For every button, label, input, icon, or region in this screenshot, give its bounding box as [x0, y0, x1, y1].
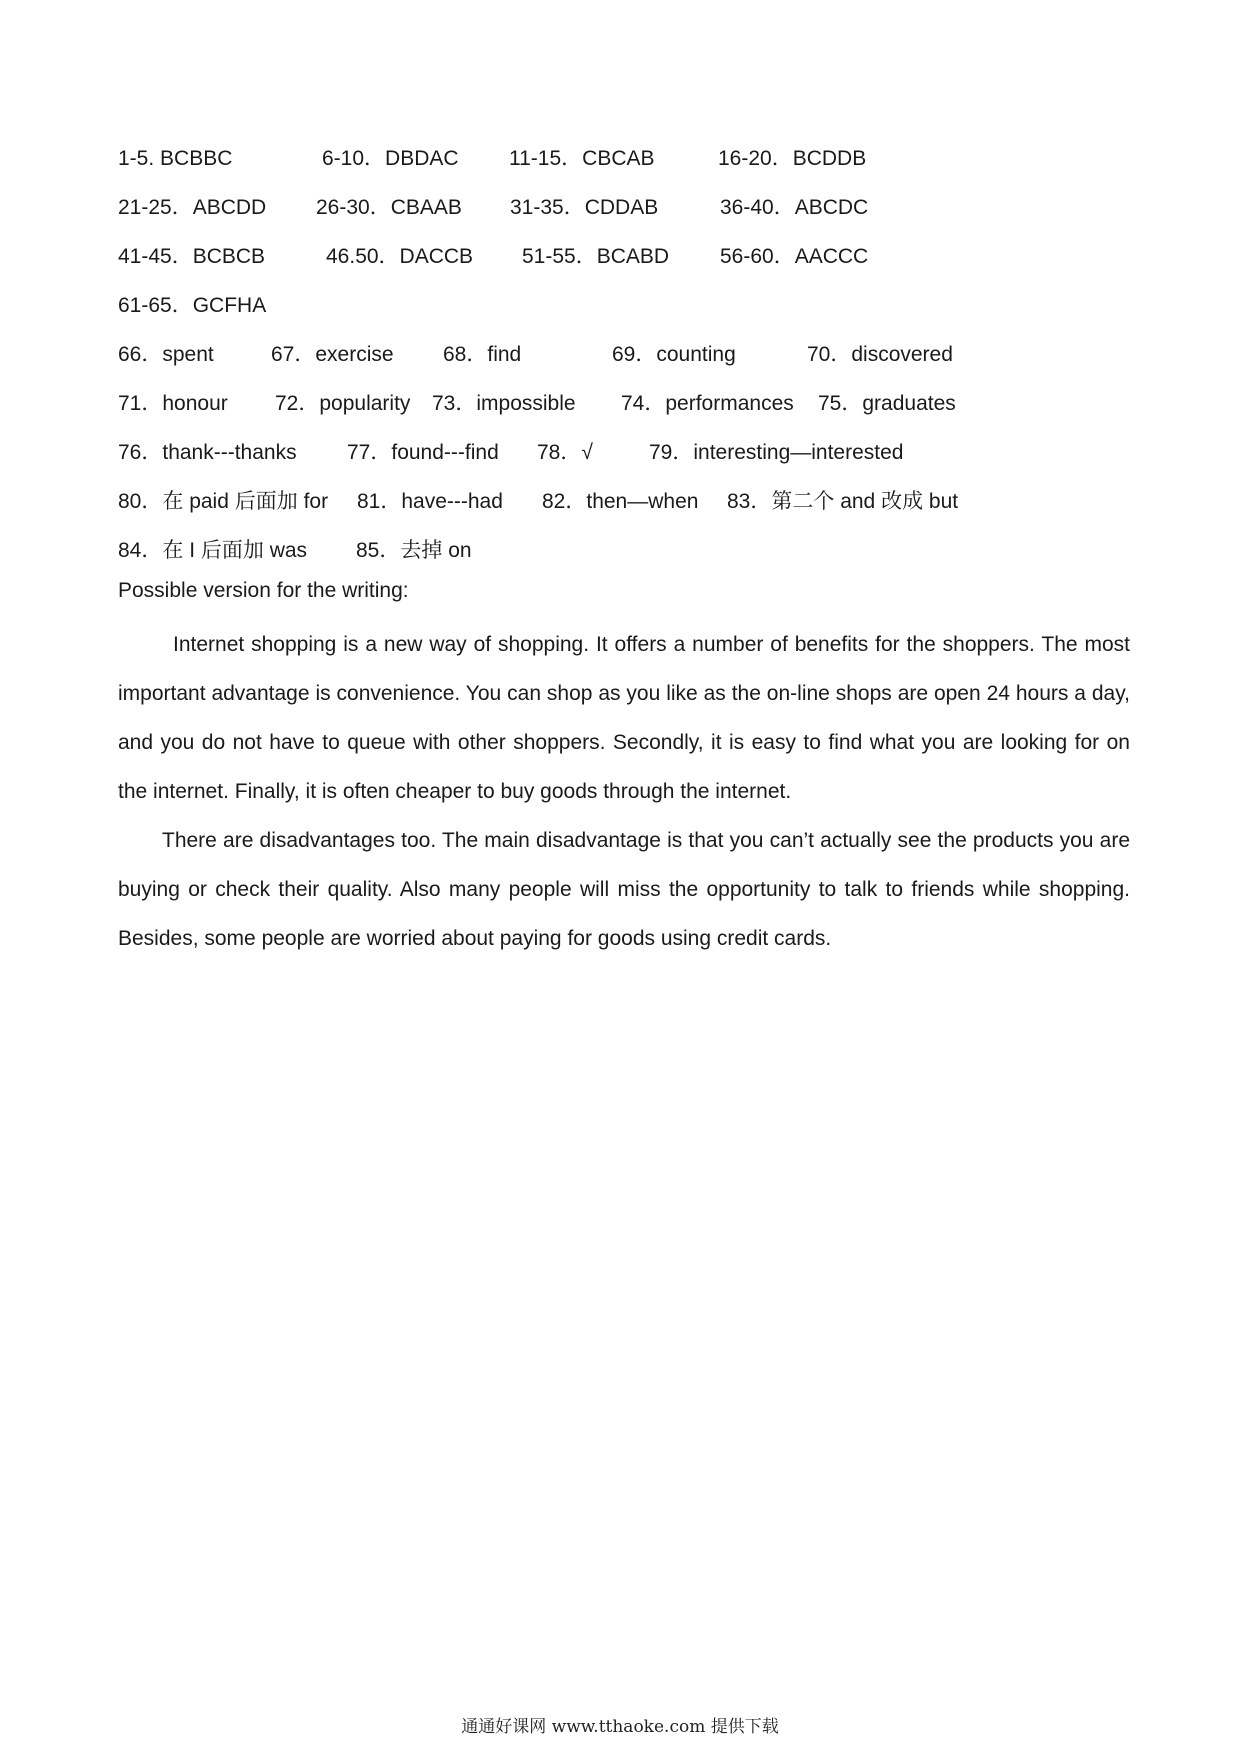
answer-item: 51-55．BCABD [522, 245, 670, 268]
writing-label: Possible version for the writing: [118, 579, 409, 602]
answer-row [118, 428, 1128, 477]
answer-row [118, 379, 1128, 428]
answer-item: 75．graduates [818, 392, 956, 415]
answer-row [118, 232, 1128, 281]
answer-item: 36-40．ABCDC [720, 196, 869, 219]
answer-item: 80．在 paid 后面加 for [118, 490, 329, 513]
answer-item: 67．exercise [271, 343, 394, 366]
answer-item: 68．find [443, 343, 522, 366]
essay-paragraph: There are disadvantages too. The main disadvantage is that you can’t actually see the products you are buying or check their quality. Also many people will miss the opportunity to talk to friends while shopping. Besides, some people are worried about paying for goods using credit cards. [118, 829, 1130, 950]
answer-item: 82．then—when [542, 490, 699, 513]
answer-item: 61-65．GCFHA [118, 294, 267, 317]
answer-item: 72．popularity [275, 392, 411, 415]
answer-item: 41-45．BCBCB [118, 245, 266, 268]
answer-item: 81．have---had [357, 490, 503, 513]
answer-item: 46.50．DACCB [326, 245, 474, 268]
answer-item: 69．counting [612, 343, 736, 366]
answer-item: 79．interesting—interested [649, 441, 904, 464]
answer-item: 76．thank---thanks [118, 441, 297, 464]
answer-item: 16-20．BCDDB [718, 147, 867, 170]
essay-paragraph: Internet shopping is a new way of shopping. It offers a number of benefits for the shoppers. The most important advantage is convenience. You can shop as you like as the on-line shops are open 24 hours a day, and you do not have to queue with other shoppers. Secondly, it is easy to find what you are looking for on the internet. Finally, it is often cheaper to buy goods through the internet. [118, 633, 1130, 803]
answer-item: 83．第二个 and 改成 but [727, 490, 959, 513]
answer-item: 73．impossible [432, 392, 576, 415]
answer-item: 70．discovered [807, 343, 953, 366]
answer-item: 11-15．CBCAB [509, 147, 655, 170]
answer-item: 6-10．DBDAC [322, 147, 459, 170]
answer-row [118, 526, 1128, 575]
page-footer: 通通好课网 www.tthaoke.com 提供下载 [461, 1717, 779, 1737]
answer-item: 71．honour [118, 392, 228, 415]
answer-item: 56-60．AACCC [720, 245, 869, 268]
answer-item: 77．found---find [347, 441, 499, 464]
answer-item: 1-5. BCBBC [118, 147, 233, 170]
answer-row [118, 330, 1128, 379]
answer-item: 78．√ [537, 441, 593, 464]
answer-item: 66．spent [118, 343, 214, 366]
answer-item: 21-25．ABCDD [118, 196, 267, 219]
answer-item: 85．去掉 on [356, 539, 472, 562]
answer-row [118, 281, 1128, 330]
answer-row [118, 477, 1128, 526]
answer-item: 84．在 I 后面加 was [118, 539, 308, 562]
answer-item: 74．performances [621, 392, 794, 415]
essay [118, 620, 1130, 963]
answer-row [118, 183, 1128, 232]
answer-key [118, 134, 1128, 575]
answer-item: 26-30．CBAAB [316, 196, 462, 219]
answer-row [118, 134, 1128, 183]
answer-item: 31-35．CDDAB [510, 196, 659, 219]
